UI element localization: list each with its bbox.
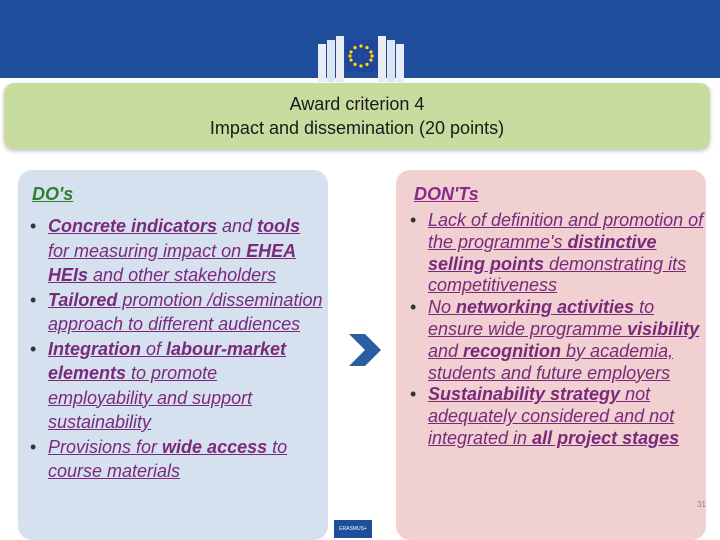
dos-item-text: for measuring impact on [48, 240, 247, 261]
dos-item-text: EHEA HEIs [48, 240, 297, 285]
donts-item-text: networking activities [456, 297, 635, 318]
donts-panel [396, 170, 706, 540]
donts-item-text: distinctive selling points [428, 231, 657, 274]
dos-list [28, 214, 324, 484]
slide-title: Award criterion 4 [289, 94, 425, 114]
donts-item [408, 210, 704, 297]
slide-subtitle: Impact and dissemination (20 points) [209, 118, 505, 138]
bullet-icon: • [30, 289, 37, 310]
dos-heading: DO's [32, 184, 74, 204]
donts-item-text: by academia, students and future employers [428, 340, 674, 383]
bullet-icon: • [30, 216, 37, 236]
dos-item-text: labour-market elements [48, 338, 287, 383]
dos-panel [18, 170, 328, 540]
dos-item-text: to promote employability and support sustainability [48, 363, 253, 432]
donts-item-text: all project stages [532, 427, 680, 448]
donts-item-text: visibility [627, 318, 700, 339]
donts-item-text: not adequately considered and not integrated in [428, 384, 675, 448]
donts-item-text: Lack of definition and promotion of the programme's [428, 210, 704, 252]
dos-item-text: Tailored [48, 289, 118, 310]
donts-heading: DON'Ts [414, 184, 479, 204]
bullet-icon: • [30, 436, 37, 457]
dos-item-text: Concrete indicators [48, 216, 218, 236]
donts-item-text: No [428, 297, 457, 318]
dos-item [28, 435, 324, 484]
dos-item-text: wide access [162, 436, 268, 457]
donts-item-text: recognition [463, 340, 562, 361]
erasmus-plus-logo: ERASMUS+ [334, 520, 372, 538]
donts-item [408, 297, 704, 384]
dos-item-text: Integration [48, 338, 141, 359]
dos-item [28, 214, 324, 288]
page-number: 31 [697, 500, 706, 509]
dos-item-text: and [217, 216, 258, 236]
dos-item-text: to course materials [48, 436, 288, 481]
donts-item [408, 384, 704, 449]
donts-item-text: and [428, 340, 464, 361]
dos-item-text: Provisions for [48, 436, 163, 457]
dos-item [28, 288, 324, 337]
dos-item-text: of [141, 338, 167, 359]
donts-list [408, 210, 704, 450]
chevron-right-arrow-icon [347, 332, 383, 368]
donts-item-text: demonstrating its competitiveness [428, 253, 687, 296]
bullet-icon: • [410, 384, 417, 405]
donts-item-text: to ensure wide programme [428, 297, 655, 339]
dos-item [28, 337, 324, 435]
slide-title-box [4, 83, 710, 149]
dos-item-text: and other stakeholders [88, 265, 277, 285]
donts-item-text: Sustainability strategy [428, 384, 621, 405]
dos-item-text: tools [257, 216, 301, 236]
bullet-icon: • [410, 210, 417, 230]
dos-item-text: promotion /dissemination approach to different audiences [48, 289, 323, 334]
bullet-icon: • [410, 297, 417, 318]
bullet-icon: • [30, 338, 37, 359]
european-commission-logo-icon [318, 30, 404, 82]
